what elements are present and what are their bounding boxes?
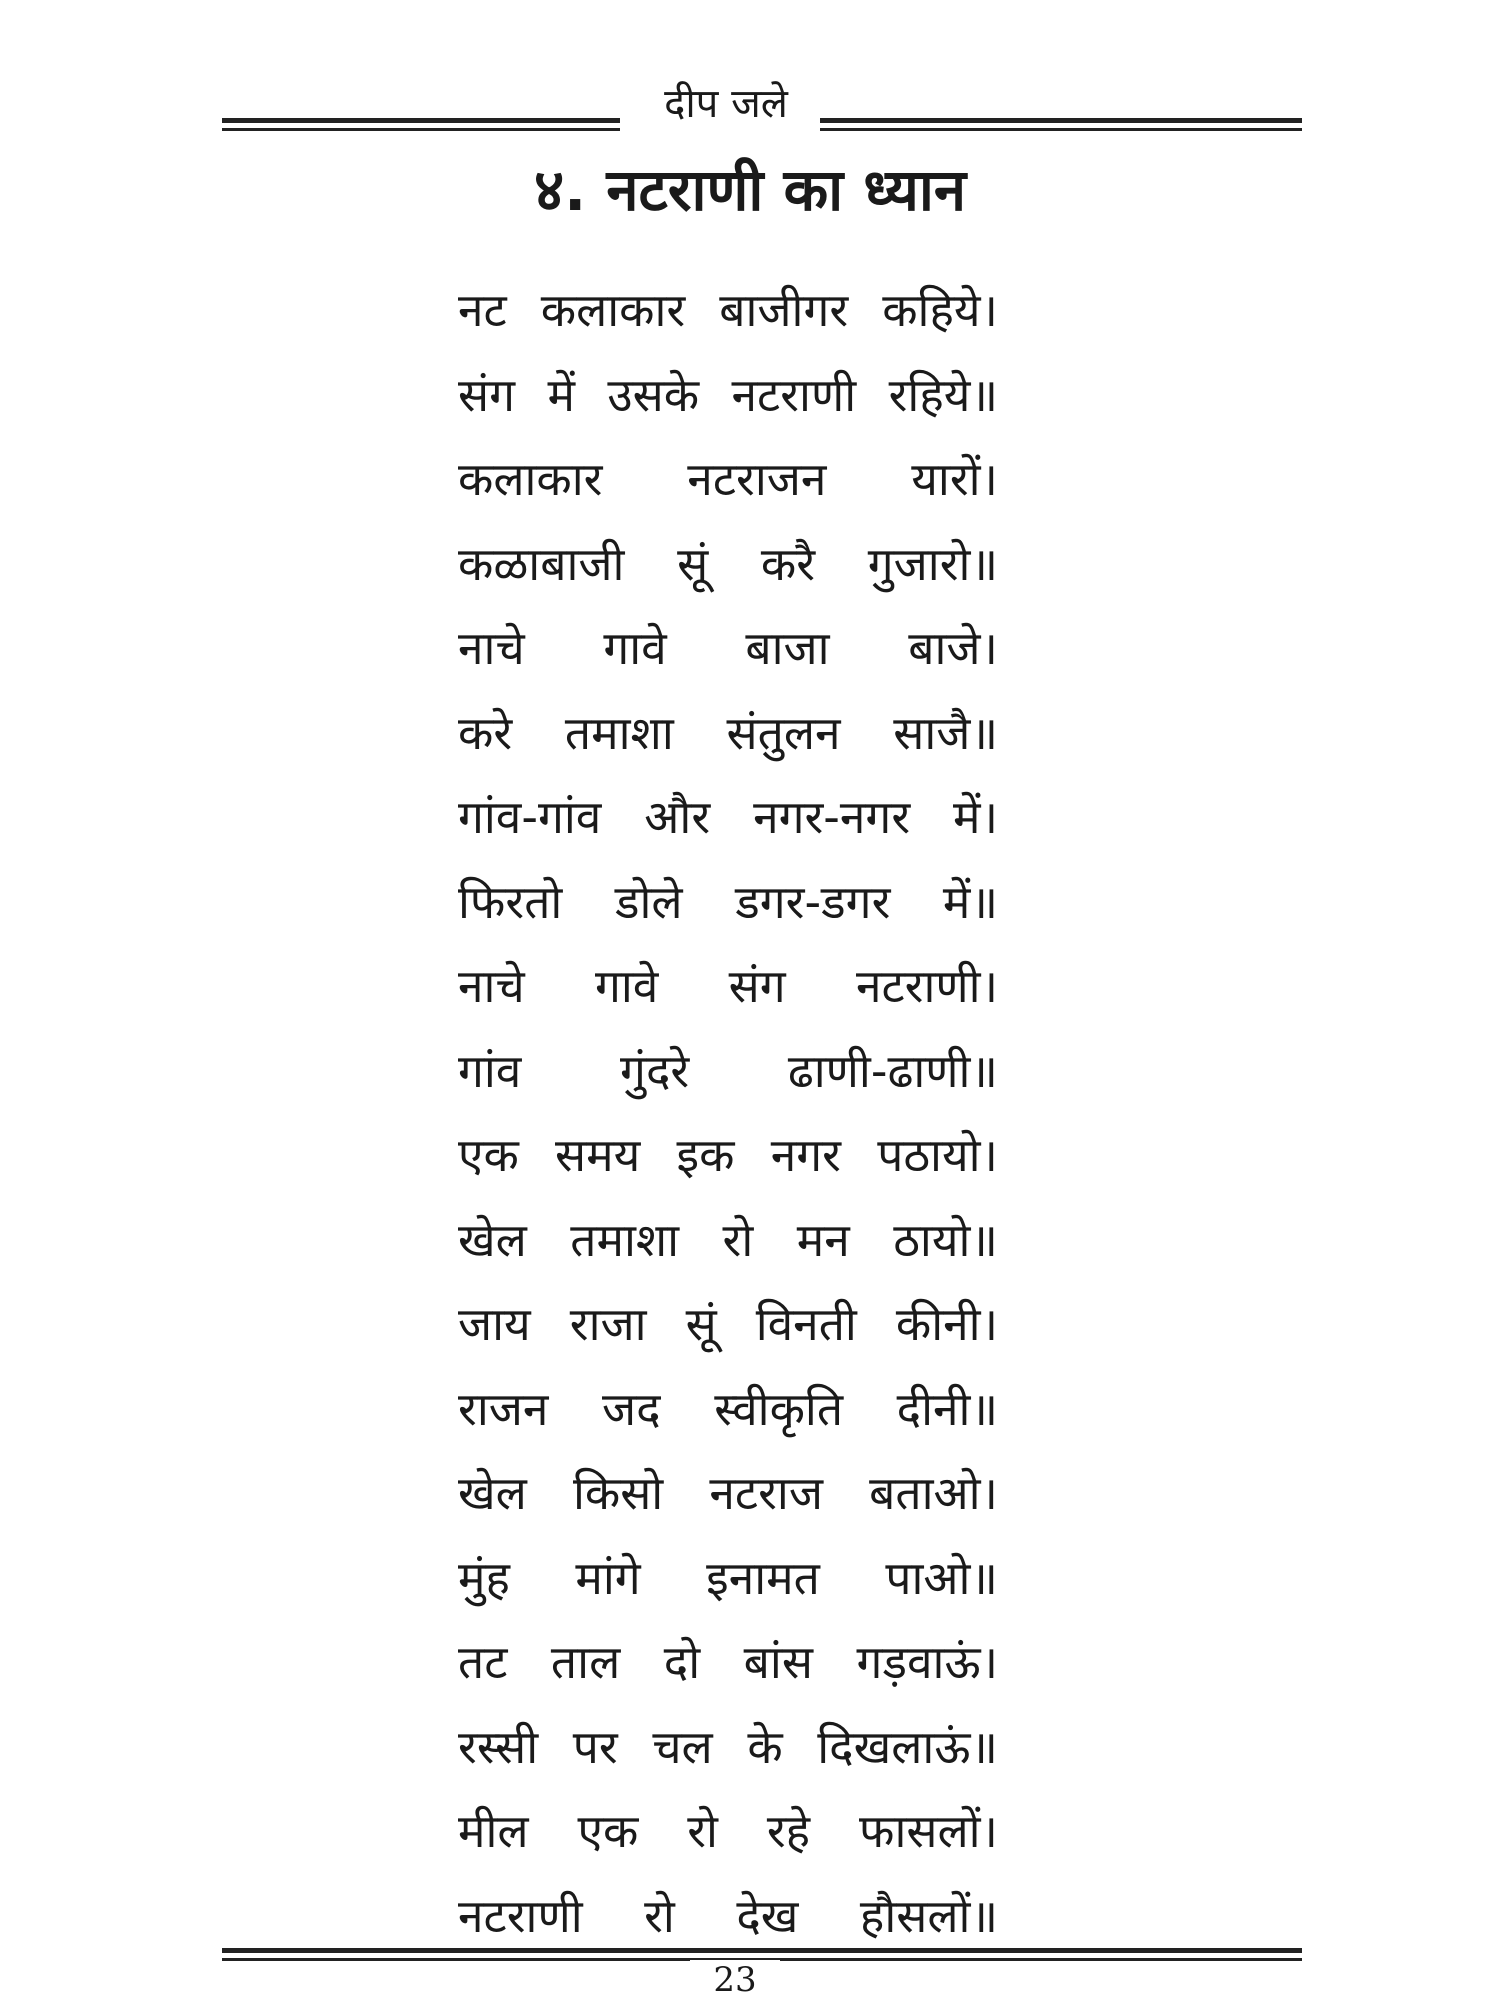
page-number: 23: [713, 1960, 757, 2000]
verse-line: एक समय इक नगर पठायो।: [458, 1128, 998, 1182]
verse-line: खेल तमाशा रो मन ठायो॥: [458, 1212, 998, 1267]
verse-line: नाचे गावे बाजा बाजे।: [458, 621, 998, 675]
verse-line: करे तमाशा संतुलन साजै॥: [458, 705, 998, 760]
verse-line: राजन जद स्वीकृति दीनी॥: [458, 1381, 998, 1436]
verse-line: जाय राजा सूं विनती कीनी।: [458, 1297, 998, 1351]
verse-line: कलाकार नटराजन यारों।: [458, 452, 998, 506]
verse-line: खेल किसो नटराज बताओ।: [458, 1466, 998, 1520]
running-title: दीप जले: [635, 78, 817, 130]
verse-line: मील एक रो रहे फासलों।: [458, 1804, 998, 1858]
verse-line: गांव-गांव और नगर-नगर में।: [458, 790, 998, 844]
poem-title: ४. नटराणी का ध्यान: [533, 156, 967, 224]
verse-line: संग में उसके नटराणी रहिये॥: [458, 367, 998, 422]
footer-rule-top: [222, 1948, 1302, 1953]
verse-line: गांव गुंदरे ढाणी-ढाणी॥: [458, 1043, 998, 1098]
verse-line: नट कलाकार बाजीगर कहिये।: [458, 283, 998, 337]
verse-line: नाचे गावे संग नटराणी।: [458, 959, 998, 1013]
verse-line: नटराणी रो देख हौसलों॥: [458, 1888, 998, 1943]
verse-line: कळाबाजी सूं करै गुजारो॥: [458, 536, 998, 591]
verse-line: रस्सी पर चल के दिखलाऊं॥: [458, 1719, 998, 1774]
verse-line: मुंह मांगे इनामत पाओ॥: [458, 1550, 998, 1605]
verse-line: तट ताल दो बांस गड़वाऊं।: [458, 1635, 998, 1689]
verse-line: फिरतो डोले डगर-डगर में॥: [458, 874, 998, 929]
verse-list: [458, 268, 998, 1958]
